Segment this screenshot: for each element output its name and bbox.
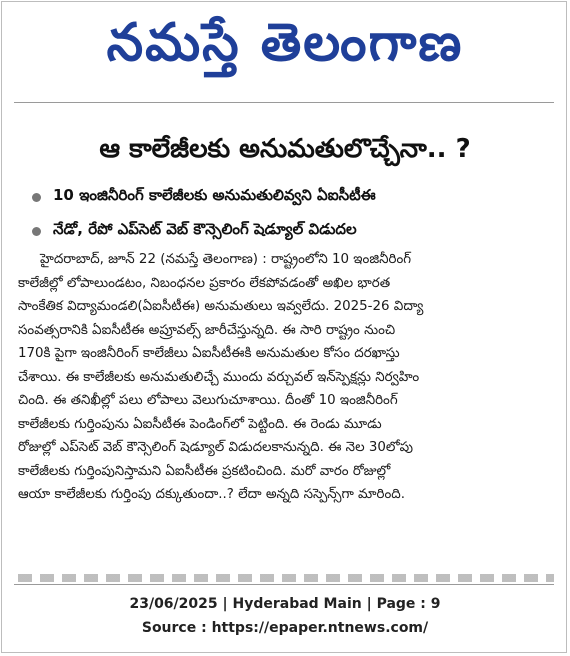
body-line: 170కి పైగా ఇంజినీరింగ్ కాలేజీలు ఏఐసీటీఈకి అనుమతుల కోసం దరఖాస్తు [18, 346, 400, 361]
body-line: ఆయా కాలేజీలకు గుర్తింపు దక్కుతుందా..? లేదా అన్నది సస్పెన్స్‌గా మారింది. [18, 487, 405, 502]
body-line: కాలేజీలకు గుర్తింపును ఏఐసీటీఈ పెండింగ్‌లో పెట్టింది. ఈ రెండు మూడు [18, 416, 382, 432]
footer-divider [14, 584, 554, 585]
body-line: సాంకేతిక విద్యామండలి(ఏఐసీటీఈ) అనుమతులు ఇవ్వలేదు. 2025-26 విద్యా [18, 299, 424, 314]
masthead [0, 4, 570, 94]
bullet-icon [32, 227, 41, 236]
body-line: కాలేజీల్లో లోపాలుండటం, నిబంధనల ప్రకారం లేకపోవడంతో అఖిల భారత [18, 275, 391, 291]
source-line: Source : https://epaper.ntnews.com/ [141, 620, 429, 636]
article-body [18, 248, 554, 507]
bullet-icon [32, 193, 41, 202]
article-headline: ఆ కాలేజీలకు అనుమతులొచ్చేనా.. ? [99, 134, 471, 164]
body-line: హైదరాబాద్, జూన్ 22 (నమస్తే తెలంగాణ) : రాష్ట్రంలోని 10 ఇంజినీరింగ్ [40, 252, 412, 267]
body-line: రోజుల్లో ఎప్‌సెట్ వెబ్ కౌన్సెలింగ్ షెడ్యూల్ విడుదలకానున్నది. ఈ నెల 30లోపు [18, 440, 413, 455]
body-line: చేశాయి. ఈ కాలేజీలకు అనుమతులిచ్చే ముందు వర్చువల్ ఇన్‌స్పెక్షన్లు నిర్వహిం [18, 369, 420, 385]
body-line: సంవత్సరానికి ఏఐసీటీఈ అప్రూవల్స్ జారీచేస్తున్నది. ఈ సారి రాష్ట్రం నుంచి [18, 322, 396, 338]
subhead-text: నేడో, రేపో ఎప్‌సెట్ వెబ్ కౌన్సెలింగ్ షెడ్యూల్ విడుదల [53, 220, 357, 238]
clipped-next-article-line [18, 574, 554, 582]
subhead-item [32, 180, 552, 214]
body-line: కాలేజీలకు గుర్తింపునిస్తామని ఏఐసీటీఈ ప్రకటించింది. మరో వారం రోజుల్లో [18, 463, 391, 479]
subhead-text: 10 ఇంజినీరింగ్ కాలేజీలకు అనుమతులివ్వని ఏఐసీటీఈ [53, 186, 376, 204]
masthead-divider [14, 102, 554, 103]
article-subheads [32, 180, 552, 248]
edition-line: 23/06/2025 | Hyderabad Main | Page : 9 [129, 596, 441, 612]
masthead-title: నమస్తే తెలంగాణ [106, 12, 464, 73]
body-line: చింది. ఈ తనిఖీల్లో పలు లోపాలు వెలుగుచూశాయి. దీంతో 10 ఇంజినీరింగ్ [18, 393, 398, 408]
subhead-item [32, 214, 552, 248]
